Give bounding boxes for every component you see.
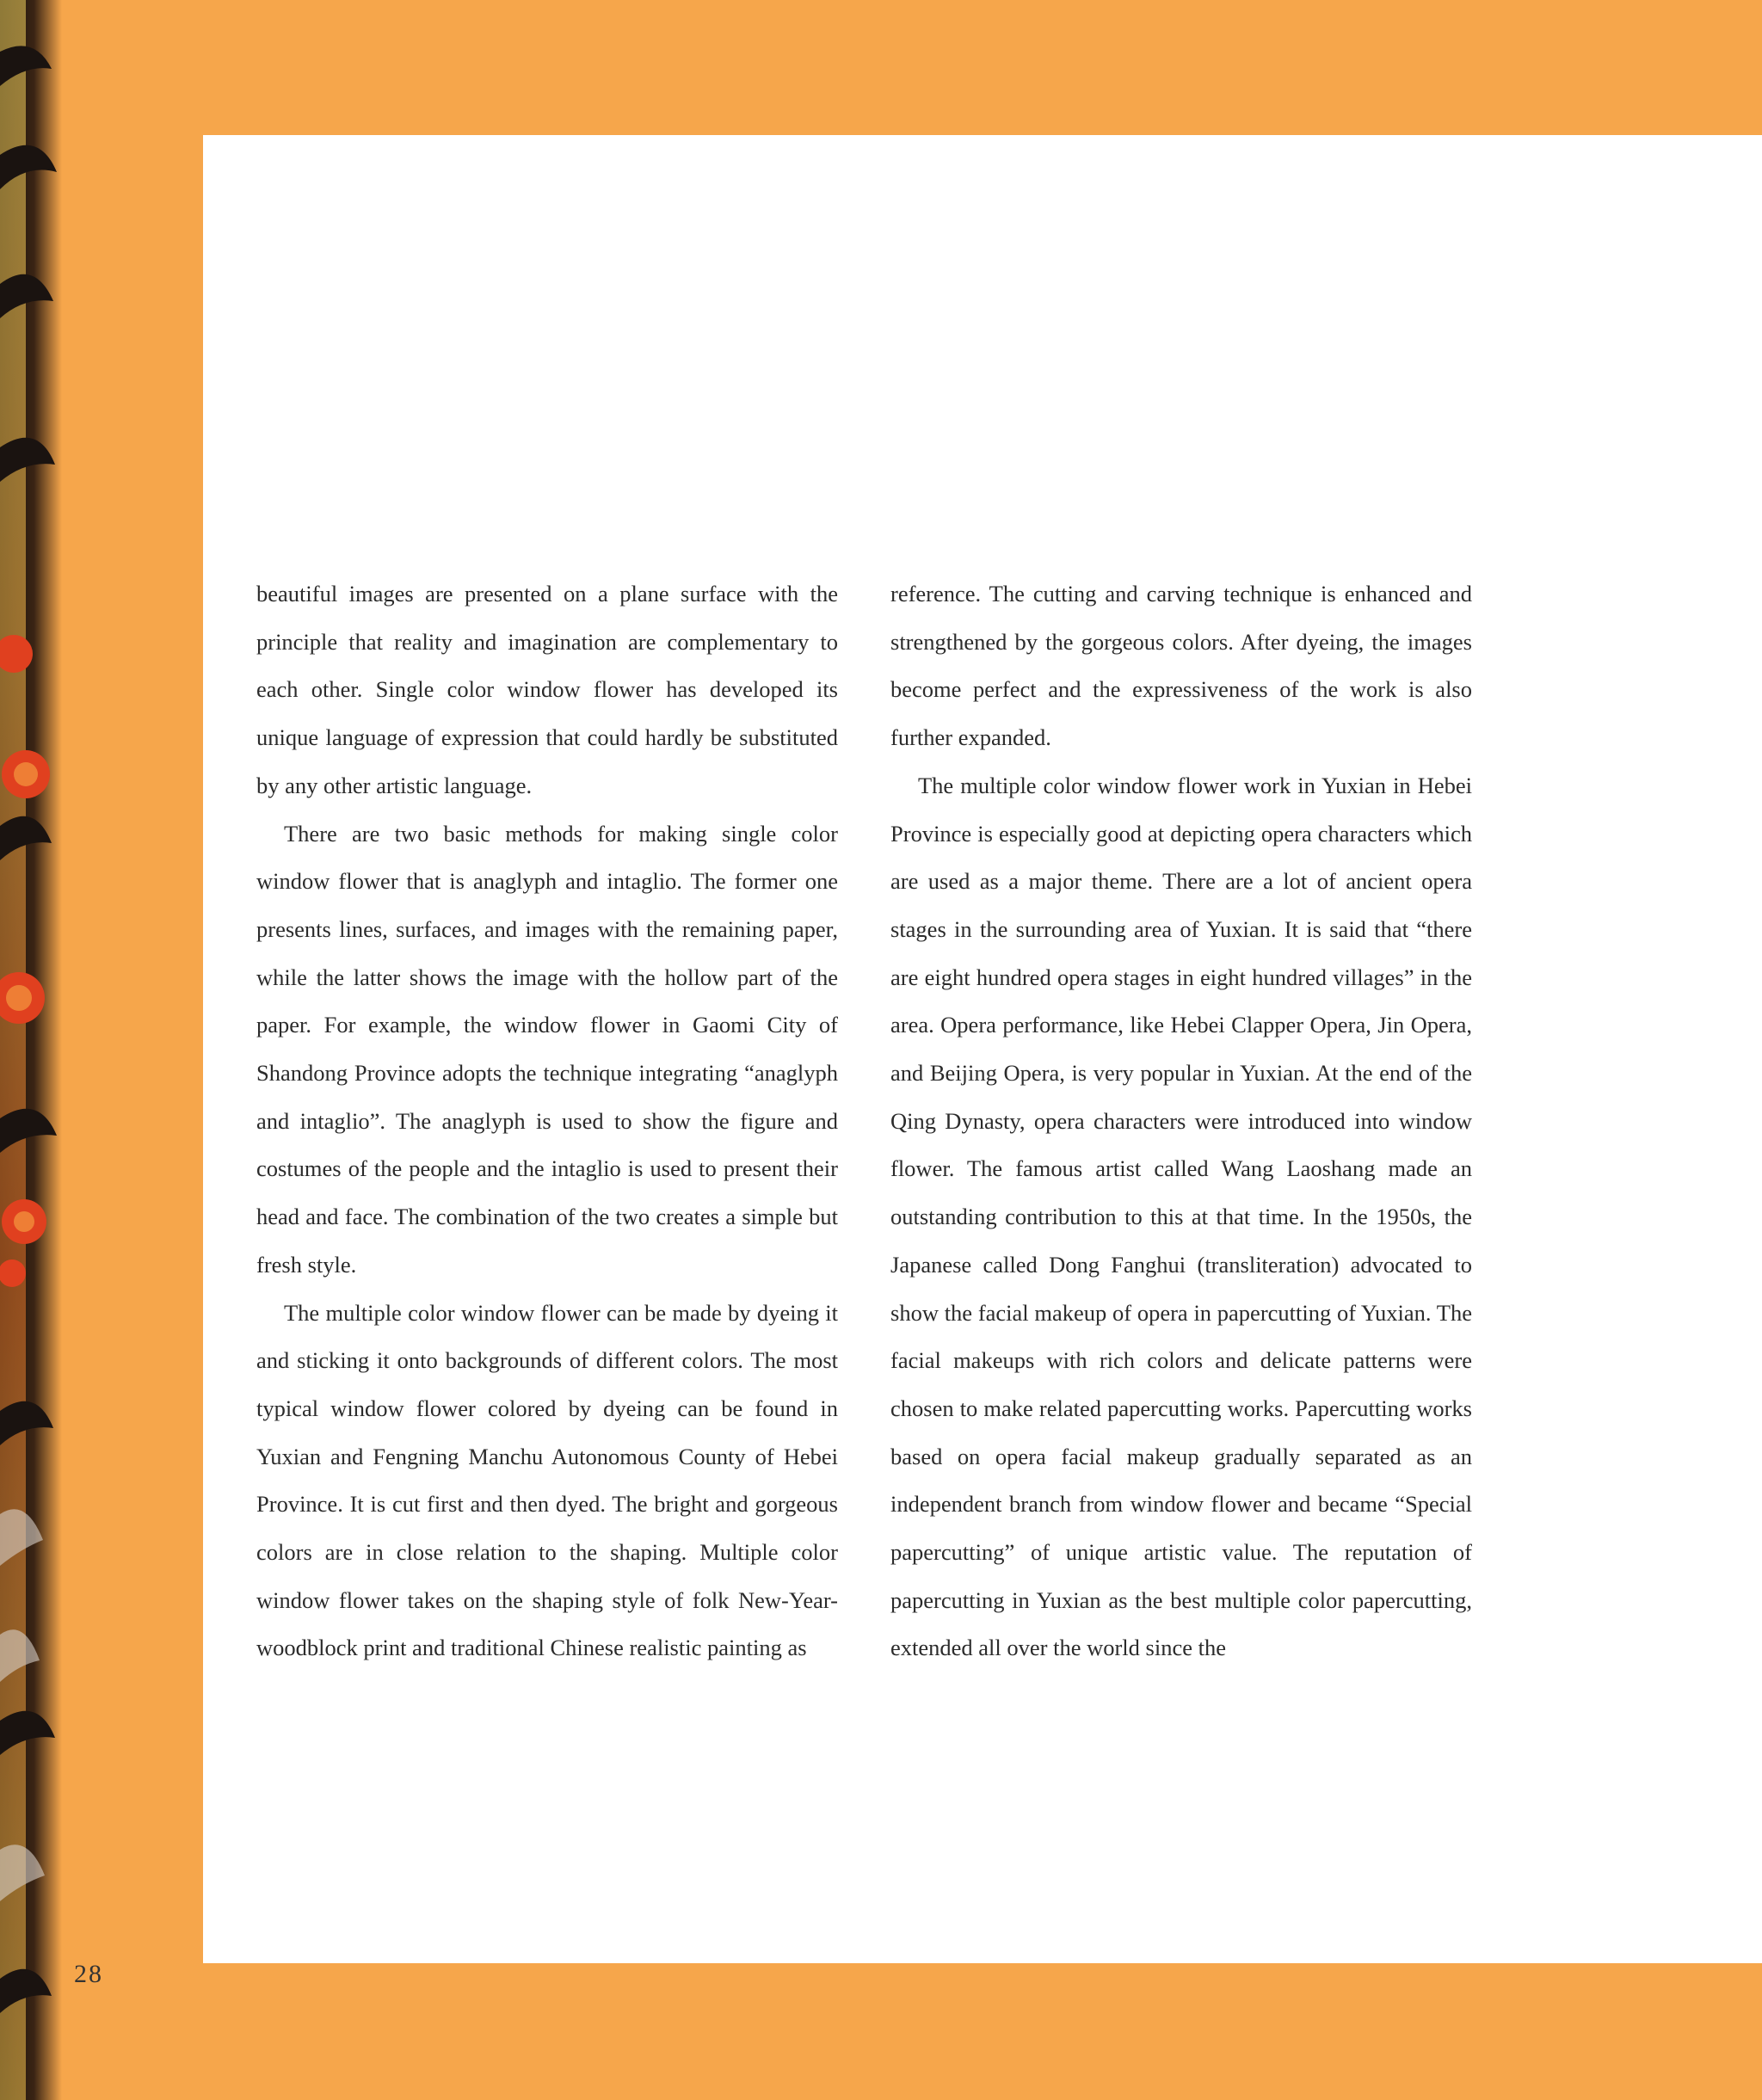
paragraph: reference. The cutting and carving technique is enhanced and strengthened by the gorgeous colors. After dyeing, the images become perfect and the expressiveness of the work is also further expanded. xyxy=(890,581,1472,751)
paragraph: The multiple color window flower can be made by dyeing it and sticking it onto backgrounds of different colors. The most typical window flower colored by dyeing can be found in Yuxian and Fengning Manchu Autonomous County of Hebei Province. It is cut first and then dyed. The bright and gorgeous colors are in close relation to the shaping. Multiple color window flower takes on the shaping style of folk New-Year-woodblock print and traditional Chinese realistic painting as xyxy=(256,1299,838,1661)
left-text-column xyxy=(256,570,838,1672)
papercut-floral-strip-icon xyxy=(0,0,62,2100)
page-number: 28 xyxy=(74,1960,103,1988)
paragraph: The multiple color window flower work in Yuxian in Hebei Province is especially good at depicting opera characters which are used as a major theme. There are a lot of ancient opera stages in the surrounding area of Yuxian. It is said that “there are eight hundred opera stages in eight hundred villages” in the area. Opera performance, like Hebei Clapper Opera, Jin Opera, and Beijing Opera, is very popular in Yuxian. At the end of the Qing Dynasty, opera characters were introduced into window flower. The famous artist called Wang Laoshang made an outstanding contribution to this at that time. In the 1950s, the Japanese called Dong Fanghui (transliteration) advocated to show the facial makeup of opera in papercutting of Yuxian. The facial makeups with rich colors and delicate patterns were chosen to make related papercutting works. Papercutting works based on opera facial makeup gradually separated as an independent branch from window flower and became “Special papercutting” of unique artistic value. The reputation of papercutting in Yuxian as the best multiple color papercutting, extended all over the world since the xyxy=(890,772,1472,1661)
paragraph: There are two basic methods for making single color window flower that is anaglyph and intaglio. The former one presents lines, surfaces, and images with the remaining paper, while the latter shows the image with the hollow part of the paper. For example, the window flower in Gaomi City of Shandong Province adopts the technique integrating “anaglyph and intaglio”. The anaglyph is used to show the figure and costumes of the people and the intaglio is used to present their head and face. The combination of the two creates a simple but fresh style. xyxy=(256,820,838,1278)
paragraph: beautiful images are presented on a plane surface with the principle that reality and imagination are complementary to each other. Single color window flower has developed its unique language of expression that could hardly be substituted by any other artistic language. xyxy=(256,581,838,798)
right-text-column xyxy=(890,570,1472,1672)
